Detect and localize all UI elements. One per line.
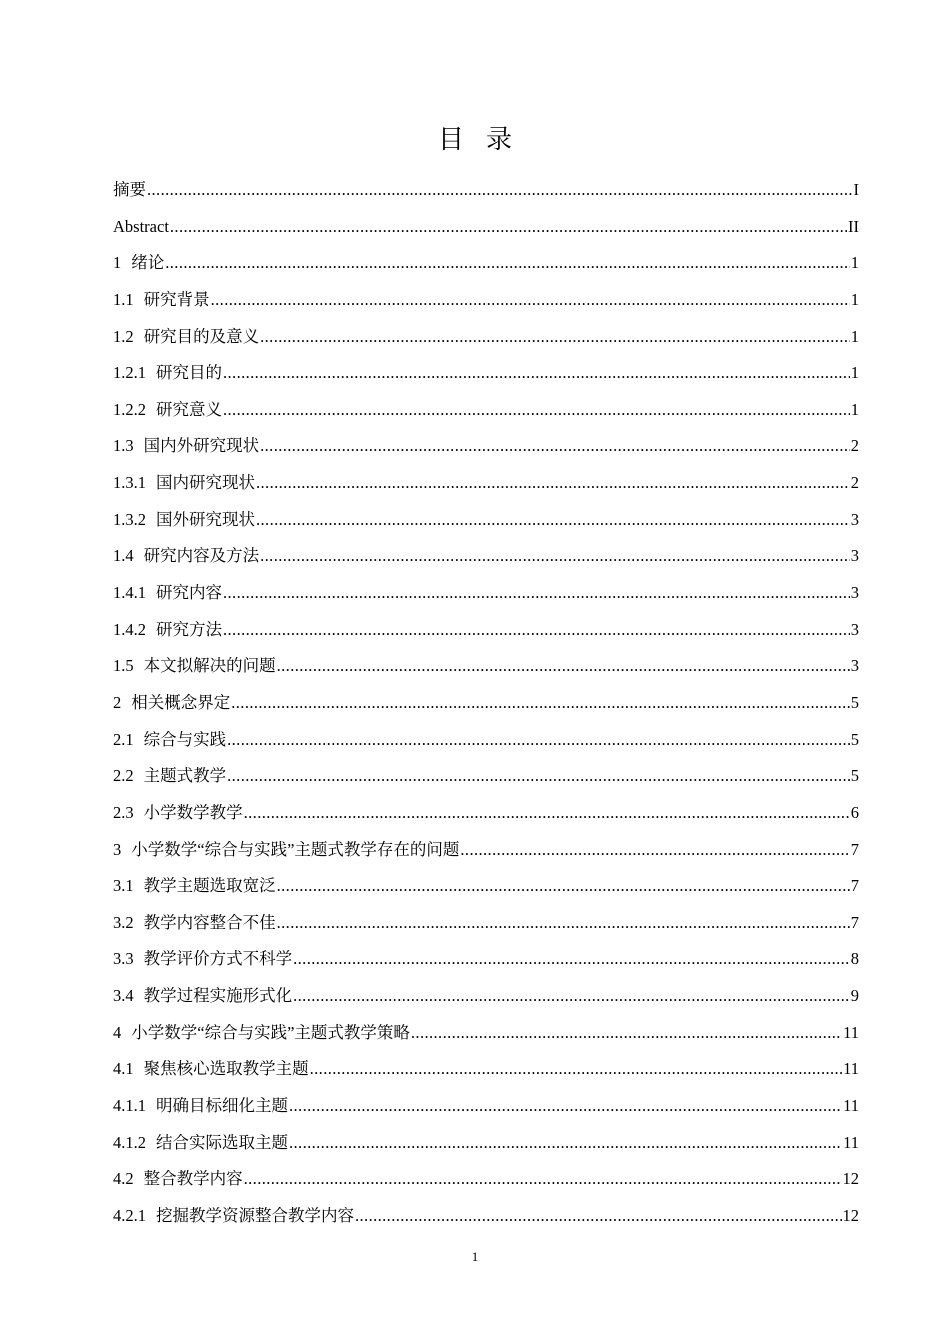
toc-entry-page: 5 [850, 692, 859, 712]
toc-entry-number: 1.4.1 [113, 583, 146, 603]
toc-entry[interactable] [113, 282, 859, 319]
toc-entry-page: 12 [842, 1169, 859, 1189]
toc-dot-leader [310, 1051, 842, 1088]
toc-entry-number: 3.3 [113, 949, 134, 969]
toc-dot-leader [231, 685, 850, 722]
toc-entry-label: 结合实际选取主题 [156, 1132, 288, 1152]
toc-entry-label: 小学数学教学 [143, 802, 243, 822]
toc-entry-label: 教学过程实施形式化 [143, 986, 293, 1006]
toc-entry-page: 5 [850, 729, 859, 749]
toc-entry-number: 3.1 [113, 876, 134, 896]
toc-entry[interactable] [113, 538, 859, 575]
toc-entry-page: 3 [850, 509, 859, 529]
toc-entry-label: 国外研究现状 [156, 509, 255, 529]
toc-entry-page: 8 [850, 949, 859, 969]
toc-dot-leader [227, 758, 850, 795]
toc-entry-page: 2 [850, 436, 859, 456]
toc-entry-label: 小学数学“综合与实践”主题式教学存在的问题 [131, 839, 460, 859]
toc-entry-number: 4.2.1 [113, 1205, 146, 1225]
toc-dot-leader [256, 502, 850, 539]
toc-entry-label: 相关概念界定 [131, 692, 231, 712]
toc-entry-label: 本文拟解决的问题 [143, 656, 276, 676]
toc-entry-number: 4.2 [113, 1169, 134, 1189]
toc-entry-page: 3 [850, 656, 859, 676]
toc-entry-number: 2.1 [113, 729, 134, 749]
toc-entry-page: 11 [843, 1059, 859, 1079]
toc-entry-number: 1.2 [113, 326, 134, 346]
toc-entry[interactable] [113, 575, 859, 612]
toc-entry[interactable] [113, 905, 859, 942]
toc-entry-label: 挖掘教学资源整合教学内容 [156, 1205, 354, 1225]
toc-dot-leader [293, 941, 850, 978]
toc-dot-leader [460, 832, 849, 869]
toc-entry-label: 明确目标细化主题 [156, 1096, 288, 1116]
toc-entry-label: 研究目的 [156, 363, 222, 383]
toc-entry-page: 7 [850, 876, 859, 896]
toc-entry[interactable] [113, 465, 859, 502]
toc-entry-label: 研究背景 [143, 289, 210, 309]
toc-entry-label: 研究目的及意义 [143, 326, 260, 346]
toc-dot-leader [355, 1198, 842, 1235]
toc-entry-page: 6 [850, 802, 859, 822]
toc-entry-label: 聚焦核心选取教学主题 [143, 1059, 309, 1079]
toc-entry-number: 3.4 [113, 986, 134, 1006]
toc-entry-label: 研究内容 [156, 583, 222, 603]
toc-entry[interactable] [113, 1051, 859, 1088]
toc-entry-label: 绪论 [131, 253, 165, 273]
toc-entry-number: 3 [113, 839, 122, 859]
toc-entry[interactable] [113, 245, 859, 282]
toc-entry-number: 1.3.1 [113, 473, 146, 493]
toc-dot-leader [211, 282, 850, 319]
toc-entry-page: 7 [850, 839, 859, 859]
toc-entry-page: 3 [850, 619, 859, 639]
toc-entry-page: 1 [850, 399, 859, 419]
toc-entry-number: 1.3.2 [113, 509, 146, 529]
toc-entry-label: 教学内容整合不佳 [143, 912, 276, 932]
toc-entry-page: 3 [850, 583, 859, 603]
toc-entry-number: 2.2 [113, 766, 134, 786]
toc-entry-number: 1.2.1 [113, 363, 146, 383]
toc-entry-number: 2.3 [113, 802, 134, 822]
toc-entry-page: 12 [842, 1205, 859, 1225]
toc-entry-page: I [853, 180, 859, 199]
toc-entry-page: 9 [850, 986, 859, 1006]
toc-entry[interactable] [113, 1161, 859, 1198]
toc-entry[interactable] [113, 868, 859, 905]
toc-entry-number: 2 [113, 692, 122, 712]
toc-entry-number: 1.2.2 [113, 399, 146, 419]
toc-entry[interactable] [113, 722, 859, 759]
toc-entry[interactable] [113, 612, 859, 649]
toc-dot-leader [277, 868, 850, 905]
toc-entry[interactable] [113, 941, 859, 978]
toc-entry-label: 综合与实践 [143, 729, 227, 749]
toc-entry[interactable] [113, 172, 859, 209]
toc-entry-page: 2 [850, 473, 859, 493]
toc-entry[interactable] [113, 1125, 859, 1162]
toc-dot-leader [223, 575, 850, 612]
toc-entry-page: 5 [850, 766, 859, 786]
page-title: 目录 [437, 125, 534, 154]
toc-dot-leader [260, 428, 850, 465]
toc-entry[interactable] [113, 209, 859, 246]
toc-entry-number: 4.1.1 [113, 1096, 146, 1116]
toc-entry-label: 国内外研究现状 [143, 436, 260, 456]
toc-entry-page: 1 [850, 363, 859, 383]
toc-entry-number: 1 [113, 253, 122, 273]
toc-dot-leader [411, 1015, 842, 1052]
toc-dot-leader [289, 1125, 842, 1162]
toc-entry-page: 11 [843, 1132, 859, 1152]
table-of-contents [113, 172, 859, 1235]
toc-dot-leader [147, 172, 853, 209]
toc-dot-leader [244, 795, 850, 832]
page-number: 1 [471, 1249, 479, 1264]
toc-entry-number: 4.1 [113, 1059, 134, 1079]
toc-entry[interactable] [113, 1015, 859, 1052]
toc-dot-leader [165, 245, 850, 282]
toc-entry-label: 研究意义 [156, 399, 222, 419]
toc-entry[interactable] [113, 758, 859, 795]
toc-entry-number: 1.3 [113, 436, 134, 456]
toc-entry-number: 4.1.2 [113, 1132, 146, 1152]
toc-entry-number: 1.5 [113, 656, 134, 676]
toc-dot-leader [260, 538, 850, 575]
toc-entry-page: 1 [850, 326, 859, 346]
toc-entry-page: 11 [843, 1022, 859, 1042]
toc-entry[interactable] [113, 978, 859, 1015]
toc-entry-page: 1 [850, 253, 859, 273]
toc-dot-leader [227, 722, 850, 759]
toc-dot-leader [260, 319, 850, 356]
toc-entry-label: 教学主题选取宽泛 [143, 876, 276, 896]
toc-entry-label: 摘要 [113, 180, 146, 199]
toc-entry[interactable] [113, 1088, 859, 1125]
toc-entry-page: 7 [850, 912, 859, 932]
toc-entry-label: 整合教学内容 [143, 1169, 243, 1189]
toc-dot-leader [289, 1088, 842, 1125]
toc-entry-page: II [848, 216, 859, 236]
toc-entry[interactable] [113, 428, 859, 465]
toc-entry-label: 研究内容及方法 [143, 546, 260, 566]
toc-entry[interactable] [113, 648, 859, 685]
toc-entry[interactable] [113, 502, 859, 539]
toc-entry-label: 教学评价方式不科学 [143, 949, 293, 969]
toc-entry-label: 研究方法 [156, 619, 222, 639]
toc-entry-label: 小学数学“综合与实践”主题式教学策略 [131, 1022, 410, 1042]
toc-dot-leader [293, 978, 850, 1015]
toc-entry[interactable] [113, 1198, 859, 1235]
toc-dot-leader [244, 1161, 842, 1198]
toc-entry[interactable] [113, 832, 859, 869]
toc-dot-leader [223, 612, 850, 649]
toc-entry[interactable] [113, 319, 859, 356]
toc-entry-number: 1.4 [113, 546, 134, 566]
toc-entry-label: 国内研究现状 [156, 473, 255, 493]
toc-dot-leader [277, 648, 850, 685]
toc-entry-number: 3.2 [113, 912, 134, 932]
toc-entry[interactable] [113, 685, 859, 722]
toc-entry-label: 主题式教学 [143, 766, 227, 786]
toc-dot-leader [223, 355, 850, 392]
toc-entry-number: 4 [113, 1022, 122, 1042]
toc-entry-number: 1.4.2 [113, 619, 146, 639]
toc-entry-label: Abstract [113, 216, 169, 236]
toc-dot-leader [256, 465, 850, 502]
toc-dot-leader [223, 392, 850, 429]
toc-entry-page: 1 [850, 289, 859, 309]
toc-entry[interactable] [113, 392, 859, 429]
toc-entry[interactable] [113, 795, 859, 832]
toc-dot-leader [170, 209, 847, 246]
toc-entry-number: 1.1 [113, 289, 134, 309]
toc-entry-page: 3 [850, 546, 859, 566]
toc-entry[interactable] [113, 355, 859, 392]
toc-dot-leader [277, 905, 850, 942]
toc-entry-page: 11 [843, 1096, 859, 1116]
